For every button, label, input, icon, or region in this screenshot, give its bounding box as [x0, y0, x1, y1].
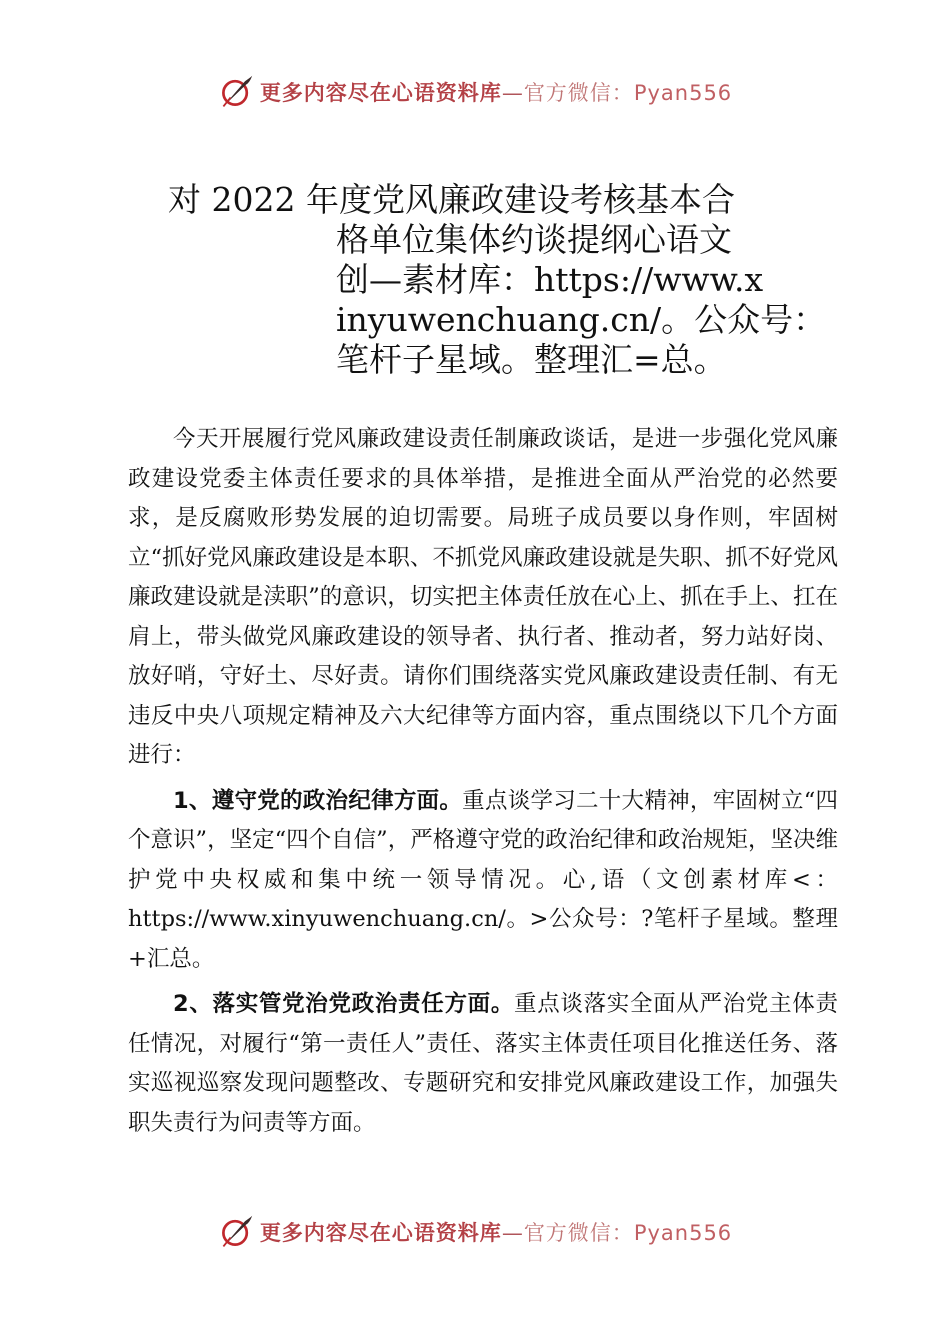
title-line: 格单位集体约谈提纲心语文 — [336, 220, 732, 259]
banner-site: 更多内容尽在心语资料库 — [259, 81, 502, 105]
title-line: 笔杆子星域。整理汇=总。 — [336, 340, 727, 379]
banner-dash: — — [501, 1221, 524, 1245]
banner-wechat-id: Pyan556 — [633, 1221, 733, 1245]
paragraph-text: 重点谈落实全面从严治党主体责任情况，对履行“第一责任人”责任、落实主体责任项目化推送任务、落实巡视巡察发现问题整改、专题研究和安排党风廉政建设工作，加强失职失责行为问责等方面。 — [128, 991, 838, 1136]
title-line: inyuwenchuang.cn/。公众号： — [336, 300, 827, 339]
paragraph-heading: 2、落实管党治党政治责任方面。 — [173, 991, 515, 1017]
banner-wechat-id: Pyan556 — [633, 81, 733, 105]
banner-text — [260, 1217, 732, 1247]
title-line: 创—素材库：https://www.x — [336, 260, 764, 299]
footer-banner — [0, 1212, 950, 1252]
banner-site: 更多内容尽在心语资料库 — [259, 1221, 502, 1245]
title-line: 对 2022 年度党风廉政建设考核基本合 — [168, 180, 735, 219]
paragraph-item-2 — [128, 985, 838, 1143]
document-body — [128, 420, 838, 1149]
banner-dash: — — [501, 81, 524, 105]
quill-logo-icon — [218, 74, 254, 110]
paragraph-item-1 — [128, 782, 838, 980]
paragraph-heading: 1、遵守党的政治纪律方面。 — [173, 787, 463, 814]
header-banner — [0, 72, 950, 112]
paragraph-intro — [128, 420, 838, 776]
paragraph-text: 重点谈学习二十大精神，牢固树立“四个意识”，坚定“四个自信”，严格遵守党的政治纪律和政治规矩，坚决维护党中央权威和集中统一领导情况。心,语（文创素材库<：https://www.xinyuwenchuang.cn/。>公众号：?笔杆子星域。整理+汇总。 — [128, 787, 838, 972]
quill-logo-icon — [218, 1214, 254, 1250]
document-title — [168, 180, 827, 380]
banner-wechat-label: 官方微信： — [523, 81, 634, 105]
paragraph-text: 今天开展履行党风廉政建设责任制廉政谈话，是进一步强化党风廉政建设党委主体责任要求的具体举措，是推进全面从严治党的必然要求，是反腐败形势发展的迫切需要。局班子成员要以身作则，牢固树立“抓好党风廉政建设是本职、不抓党风廉政建设就是失职、抓不好党风廉政建设就是渎职”的意识，切实把主体责任放在心上、抓在手上、扛在肩上，带头做党风廉政建设的领导者、执行者、推动者，努力站好岗、放好哨，守好土、尽好责。请你们围绕落实党风廉政建设责任制、有无违反中央八项规定精神及六大纪律等方面内容，重点围绕以下几个方面进行： — [128, 426, 838, 768]
banner-text — [260, 77, 732, 107]
banner-wechat-label: 官方微信： — [523, 1221, 634, 1245]
